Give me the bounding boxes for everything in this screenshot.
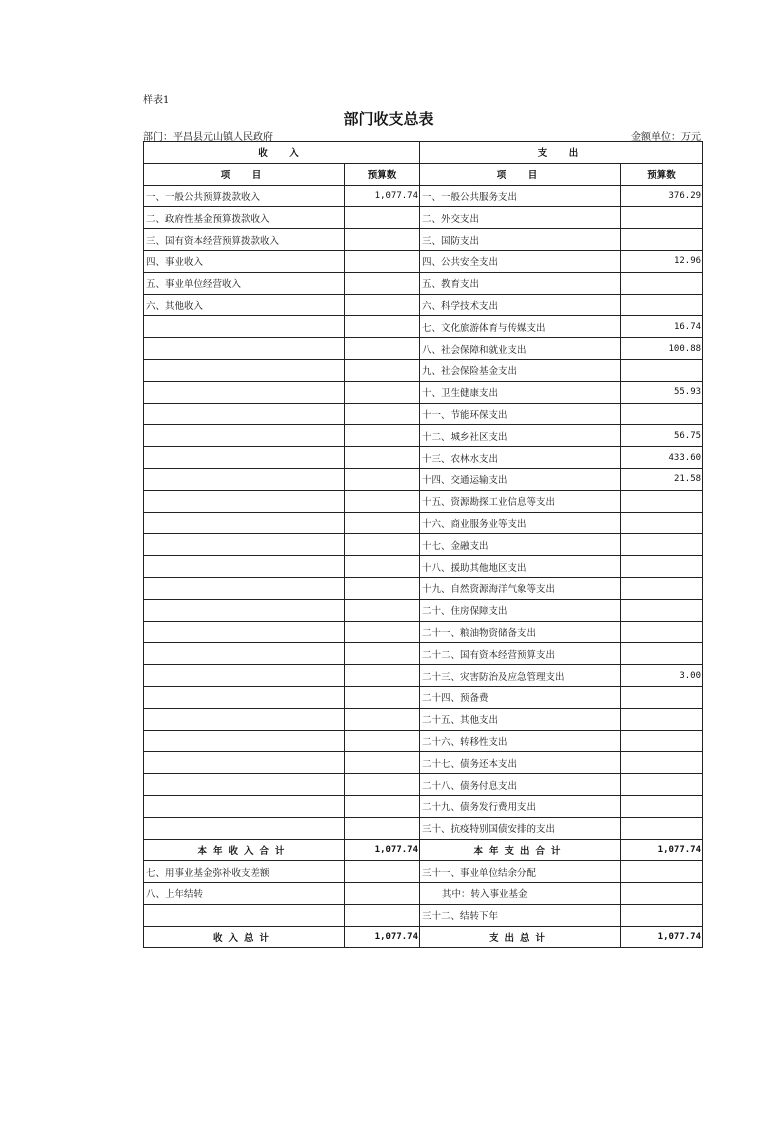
table-row: [144, 512, 703, 534]
table-row: [144, 643, 703, 665]
income-item-cell: [144, 425, 345, 447]
table-row: [144, 686, 703, 708]
expenditure-item-cell: 二十三、灾害防治及应急管理支出: [420, 665, 621, 687]
income-item-cell: [144, 534, 345, 556]
expenditure-item-cell: 十二、城乡社区支出: [420, 425, 621, 447]
income-item-cell: [144, 447, 345, 469]
expenditure-amount-cell: [621, 556, 703, 578]
income-item-cell: [144, 904, 345, 926]
expenditure-amount-cell: [621, 883, 703, 905]
table-row: [144, 817, 703, 839]
expenditure-item-cell: 十四、交通运输支出: [420, 468, 621, 490]
table-row: [144, 316, 703, 338]
income-item-cell: [144, 817, 345, 839]
expenditure-item-cell: 三十二、结转下年: [420, 904, 621, 926]
expenditure-budget-header: 预算数: [621, 163, 703, 185]
expenditure-item-cell: 一、一般公共服务支出: [420, 185, 621, 207]
expenditure-amount-cell: [621, 207, 703, 229]
expenditure-item-cell: 九、社会保险基金支出: [420, 359, 621, 381]
expenditure-amount-cell: 21.58: [621, 468, 703, 490]
expenditure-item-cell: 十三、农林水支出: [420, 447, 621, 469]
income-amount-cell: [345, 708, 420, 730]
income-amount-cell: [345, 359, 420, 381]
expenditure-item-cell: 七、文化旅游体育与传媒支出: [420, 316, 621, 338]
income-item-cell: [144, 556, 345, 578]
table-row: [144, 490, 703, 512]
income-amount-cell: [345, 599, 420, 621]
expenditure-item-cell: 二十六、转移性支出: [420, 730, 621, 752]
expenditure-amount-cell: [621, 686, 703, 708]
income-item-cell: 七、用事业基金弥补收支差额: [144, 861, 345, 883]
table-row: [144, 883, 703, 905]
expenditure-item-cell: 五、教育支出: [420, 272, 621, 294]
income-item-cell: [144, 774, 345, 796]
income-item-cell: [144, 686, 345, 708]
income-amount-cell: [345, 512, 420, 534]
income-item-cell: [144, 490, 345, 512]
total-row: [144, 926, 703, 948]
expenditure-item-cell: 二十二、国有资本经营预算支出: [420, 643, 621, 665]
expenditure-amount-cell: [621, 861, 703, 883]
expenditure-amount-cell: [621, 708, 703, 730]
expenditure-item-cell: 三、国防支出: [420, 229, 621, 251]
income-amount-cell: [345, 316, 420, 338]
income-item-cell: 四、事业收入: [144, 250, 345, 272]
income-budget-header: 预算数: [345, 163, 420, 185]
table-row: [144, 468, 703, 490]
table-row: [144, 185, 703, 207]
income-amount-cell: [345, 730, 420, 752]
table-row: [144, 708, 703, 730]
table-row: [144, 665, 703, 687]
expenditure-item-header: 项 目: [420, 163, 621, 185]
table-row: [144, 425, 703, 447]
expenditure-amount-cell: 1,077.74: [621, 926, 703, 948]
income-item-cell: 五、事业单位经营收入: [144, 272, 345, 294]
income-item-cell: [144, 621, 345, 643]
income-amount-cell: [345, 207, 420, 229]
expenditure-amount-cell: 433.60: [621, 447, 703, 469]
unit-label: 金额单位：万元: [631, 132, 701, 143]
income-amount-cell: [345, 294, 420, 316]
expenditure-amount-cell: [621, 534, 703, 556]
expenditure-amount-cell: 376.29: [621, 185, 703, 207]
income-amount-cell: [345, 774, 420, 796]
table-row: [144, 534, 703, 556]
expenditure-item-cell: 二十九、债务发行费用支出: [420, 795, 621, 817]
expenditure-item-cell: 十九、自然资源海洋气象等支出: [420, 577, 621, 599]
income-amount-cell: [345, 490, 420, 512]
expenditure-amount-cell: [621, 643, 703, 665]
income-amount-cell: [345, 229, 420, 251]
income-item-cell: [144, 512, 345, 534]
expenditure-amount-cell: [621, 577, 703, 599]
expenditure-item-cell: 其中：转入事业基金: [420, 883, 621, 905]
expenditure-item-cell: 十五、资源勘探工业信息等支出: [420, 490, 621, 512]
expenditure-item-cell: 八、社会保障和就业支出: [420, 338, 621, 360]
table-row: [144, 577, 703, 599]
table-row: [144, 359, 703, 381]
income-header: 收 入: [144, 142, 420, 164]
total-row: [144, 839, 703, 861]
expenditure-item-cell: 三十一、事业单位结余分配: [420, 861, 621, 883]
income-amount-cell: [345, 752, 420, 774]
table-row: [144, 229, 703, 251]
income-item-cell: 一、一般公共预算拨款收入: [144, 185, 345, 207]
expenditure-amount-cell: 1,077.74: [621, 839, 703, 861]
income-amount-cell: [345, 621, 420, 643]
income-amount-cell: [345, 577, 420, 599]
expenditure-item-cell: 二十七、债务还本支出: [420, 752, 621, 774]
table-row: [144, 207, 703, 229]
table-row: [144, 338, 703, 360]
expenditure-amount-cell: 100.88: [621, 338, 703, 360]
income-amount-cell: [345, 556, 420, 578]
income-amount-cell: [345, 403, 420, 425]
table-row: [144, 774, 703, 796]
income-item-cell: [144, 381, 345, 403]
income-item-cell: [144, 752, 345, 774]
income-item-cell: 六、其他收入: [144, 294, 345, 316]
expenditure-amount-cell: 3.00: [621, 665, 703, 687]
expenditure-amount-cell: [621, 294, 703, 316]
table-row: [144, 861, 703, 883]
income-item-cell: [144, 708, 345, 730]
income-amount-cell: [345, 686, 420, 708]
income-amount-cell: [345, 643, 420, 665]
income-item-cell: [144, 795, 345, 817]
income-item-cell: [144, 468, 345, 490]
income-item-cell: [144, 403, 345, 425]
table-row: [144, 621, 703, 643]
page-title: 部门收支总表: [343, 110, 434, 128]
income-item-header: 项 目: [144, 163, 345, 185]
income-item-cell: 二、政府性基金预算拨款收入: [144, 207, 345, 229]
income-amount-cell: [345, 665, 420, 687]
expenditure-item-cell: 二、外交支出: [420, 207, 621, 229]
expenditure-amount-cell: [621, 752, 703, 774]
income-amount-cell: [345, 795, 420, 817]
expenditure-amount-cell: [621, 795, 703, 817]
table-row: [144, 272, 703, 294]
table-row: [144, 447, 703, 469]
income-item-cell: 八、上年结转: [144, 883, 345, 905]
sample-label: 样表1: [143, 95, 170, 106]
expenditure-item-cell: 二十五、其他支出: [420, 708, 621, 730]
expenditure-item-cell: 十七、金融支出: [420, 534, 621, 556]
table-row: [144, 752, 703, 774]
expenditure-item-cell: 十八、援助其他地区支出: [420, 556, 621, 578]
expenditure-amount-cell: [621, 904, 703, 926]
income-item-cell: [144, 643, 345, 665]
income-item-cell: [144, 338, 345, 360]
income-item-cell: 本年收入合计: [144, 839, 345, 861]
expenditure-amount-cell: [621, 817, 703, 839]
income-item-cell: [144, 316, 345, 338]
table-row: [144, 294, 703, 316]
table-row: [144, 795, 703, 817]
expenditure-item-cell: 二十一、粮油物资储备支出: [420, 621, 621, 643]
income-amount-cell: [345, 425, 420, 447]
expenditure-item-cell: 十六、商业服务业等支出: [420, 512, 621, 534]
income-expenditure-table: [143, 141, 703, 948]
table-row: [144, 904, 703, 926]
expenditure-amount-cell: [621, 403, 703, 425]
expenditure-amount-cell: [621, 512, 703, 534]
income-amount-cell: 1,077.74: [345, 185, 420, 207]
expenditure-header: 支 出: [420, 142, 703, 164]
expenditure-item-cell: 六、科学技术支出: [420, 294, 621, 316]
expenditure-amount-cell: [621, 621, 703, 643]
expenditure-item-cell: 二十四、预备费: [420, 686, 621, 708]
expenditure-amount-cell: 12.96: [621, 250, 703, 272]
expenditure-amount-cell: [621, 229, 703, 251]
section-header-row: [144, 142, 703, 164]
column-header-row: [144, 163, 703, 185]
expenditure-amount-cell: [621, 272, 703, 294]
income-amount-cell: [345, 381, 420, 403]
expenditure-item-cell: 十、卫生健康支出: [420, 381, 621, 403]
expenditure-item-cell: 二十、住房保障支出: [420, 599, 621, 621]
expenditure-item-cell: 四、公共安全支出: [420, 250, 621, 272]
expenditure-amount-cell: 56.75: [621, 425, 703, 447]
table-row: [144, 599, 703, 621]
table-row: [144, 381, 703, 403]
expenditure-item-cell: 二十八、债务付息支出: [420, 774, 621, 796]
expenditure-item-cell: 本年支出合计: [420, 839, 621, 861]
expenditure-item-cell: 三十、抗疫特别国债安排的支出: [420, 817, 621, 839]
income-amount-cell: [345, 447, 420, 469]
income-amount-cell: [345, 250, 420, 272]
income-item-cell: [144, 665, 345, 687]
table-row: [144, 250, 703, 272]
table-row: [144, 556, 703, 578]
income-item-cell: 三、国有资本经营预算拨款收入: [144, 229, 345, 251]
expenditure-amount-cell: [621, 599, 703, 621]
income-amount-cell: [345, 272, 420, 294]
expenditure-item-cell: 支出总计: [420, 926, 621, 948]
department-label: 部门：平昌县元山镇人民政府: [143, 132, 273, 143]
income-amount-cell: [345, 468, 420, 490]
income-amount-cell: [345, 817, 420, 839]
expenditure-amount-cell: 55.93: [621, 381, 703, 403]
expenditure-amount-cell: [621, 359, 703, 381]
income-amount-cell: [345, 338, 420, 360]
income-item-cell: [144, 730, 345, 752]
expenditure-amount-cell: [621, 774, 703, 796]
income-amount-cell: [345, 904, 420, 926]
expenditure-amount-cell: [621, 730, 703, 752]
income-item-cell: [144, 599, 345, 621]
income-amount-cell: [345, 883, 420, 905]
income-item-cell: [144, 577, 345, 599]
income-amount-cell: 1,077.74: [345, 839, 420, 861]
table-row: [144, 730, 703, 752]
income-item-cell: 收入总计: [144, 926, 345, 948]
table-row: [144, 403, 703, 425]
expenditure-amount-cell: 16.74: [621, 316, 703, 338]
income-amount-cell: [345, 861, 420, 883]
expenditure-amount-cell: [621, 490, 703, 512]
income-amount-cell: [345, 534, 420, 556]
income-item-cell: [144, 359, 345, 381]
expenditure-item-cell: 十一、节能环保支出: [420, 403, 621, 425]
income-amount-cell: 1,077.74: [345, 926, 420, 948]
